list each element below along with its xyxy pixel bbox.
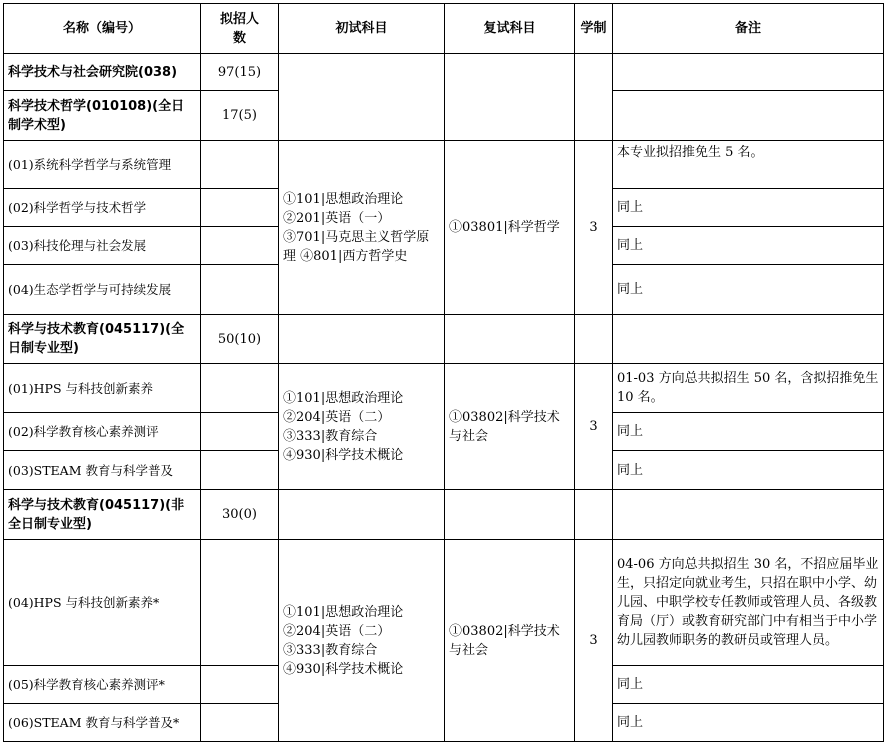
table-row	[4, 364, 884, 413]
edu-pt-sub-1-quota	[201, 540, 279, 666]
edu-ft-sub-2-notes: 同上	[613, 413, 884, 451]
edu-ft-sub-1-quota	[201, 364, 279, 413]
edu-pt-prelim-3: ③333|教育综合	[283, 642, 378, 658]
edu-ft-prelim-1: ①101|思想政治理论	[283, 390, 404, 406]
edu-pt-quota: 30(0)	[201, 490, 279, 540]
inst-years	[575, 54, 613, 141]
edu-pt-years-empty	[575, 490, 613, 540]
inst-retest	[445, 54, 575, 141]
edu-ft-sub-1-notes: 01-03 方向总共拟招生 50 名，含拟招推免生 10 名。	[613, 364, 884, 413]
edu-ft-sub-3-quota	[201, 451, 279, 490]
phil-prelim-2: ②201|英语（一）	[283, 210, 391, 226]
header-retest: 复试科目	[445, 4, 575, 54]
inst-quota: 97(15)	[201, 54, 279, 91]
edu-pt-sub-1-notes: 04-06 方向总共拟招生 30 名，不招应届毕业生，只招定向就业考生，只招在职中小学、幼儿园、中职学校专任教师或管理人员、各级教育局（厅）或教育研究部门中有相当于中小学幼儿园教师职务的教研员或管理人员。	[613, 540, 884, 666]
edu-ft-prelim-empty	[279, 315, 445, 364]
phil-sub-2: (02)科学哲学与技术哲学	[4, 189, 201, 227]
edu-ft-sub-3: (03)STEAM 教育与科学普及	[4, 451, 201, 490]
edu-ft-retest-empty	[445, 315, 575, 364]
edu-pt-prelim-1: ①101|思想政治理论	[283, 604, 404, 620]
edu-pt-name: 科学与技术教育(045117)(非全日制专业型)	[4, 490, 201, 540]
edu-pt-prelim-2: ②204|英语（二）	[283, 623, 391, 639]
edu-ft-prelim-3: ③333|教育综合	[283, 428, 378, 444]
phil-sub-2-notes: 同上	[613, 189, 884, 227]
phil-sub-1-quota	[201, 141, 279, 189]
admissions-table	[3, 3, 884, 742]
header-years: 学制	[575, 4, 613, 54]
table-row	[4, 54, 884, 91]
edu-pt-prelim	[279, 540, 445, 742]
edu-ft-name: 科学与技术教育(045117)(全日制专业型)	[4, 315, 201, 364]
inst-prelim	[279, 54, 445, 141]
edu-pt-prelim-empty	[279, 490, 445, 540]
header-quota: 拟招人数	[201, 4, 279, 54]
edu-ft-sub-1: (01)HPS 与科技创新素养	[4, 364, 201, 413]
edu-ft-prelim	[279, 364, 445, 490]
edu-pt-retest: ①03802|科学技术与社会	[445, 540, 575, 742]
edu-pt-sub-3-notes: 同上	[613, 704, 884, 742]
phil-notes	[613, 91, 884, 141]
header-notes: 备注	[613, 4, 884, 54]
inst-name: 科学技术与社会研究院(038)	[4, 54, 201, 91]
header-prelim: 初试科目	[279, 4, 445, 54]
phil-retest: ①03801|科学哲学	[445, 141, 575, 315]
edu-pt-sub-2-notes: 同上	[613, 666, 884, 704]
edu-pt-sub-1: (04)HPS 与科技创新素养*	[4, 540, 201, 666]
edu-ft-sub-3-notes: 同上	[613, 451, 884, 490]
inst-notes	[613, 54, 884, 91]
phil-sub-4-quota	[201, 265, 279, 315]
edu-pt-retest-empty	[445, 490, 575, 540]
header-name: 名称（编号）	[4, 4, 201, 54]
table-row	[4, 490, 884, 540]
edu-pt-prelim-4: ④930|科学技术概论	[283, 661, 404, 677]
table-row	[4, 315, 884, 364]
edu-ft-retest: ①03802|科学技术与社会	[445, 364, 575, 490]
edu-pt-sub-3: (06)STEAM 教育与科学普及*	[4, 704, 201, 742]
phil-quota: 17(5)	[201, 91, 279, 141]
phil-sub-1-notes: 本专业拟招推免生 5 名。	[613, 141, 884, 189]
edu-pt-notes-empty	[613, 490, 884, 540]
edu-ft-sub-2: (02)科学教育核心素养测评	[4, 413, 201, 451]
phil-sub-3-quota	[201, 227, 279, 265]
table-row	[4, 141, 884, 189]
edu-pt-sub-3-quota	[201, 704, 279, 742]
edu-ft-years-empty	[575, 315, 613, 364]
edu-ft-prelim-4: ④930|科学技术概论	[283, 447, 404, 463]
phil-prelim-3: ③701|马克思主义哲学原理 ④801|西方哲学史	[283, 229, 430, 264]
edu-ft-prelim-2: ②204|英语（二）	[283, 409, 391, 425]
edu-pt-years: 3	[575, 540, 613, 742]
edu-ft-sub-2-quota	[201, 413, 279, 451]
phil-sub-4: (04)生态学哲学与可持续发展	[4, 265, 201, 315]
phil-sub-2-quota	[201, 189, 279, 227]
edu-ft-quota: 50(10)	[201, 315, 279, 364]
phil-sub-4-notes: 同上	[613, 265, 884, 315]
phil-sub-3-notes: 同上	[613, 227, 884, 265]
phil-sub-1: (01)系统科学哲学与系统管理	[4, 141, 201, 189]
phil-prelim	[279, 141, 445, 315]
phil-prelim-1: ①101|思想政治理论	[283, 191, 404, 207]
table-row	[4, 540, 884, 666]
edu-pt-sub-2: (05)科学教育核心素养测评*	[4, 666, 201, 704]
edu-ft-notes-empty	[613, 315, 884, 364]
edu-ft-years: 3	[575, 364, 613, 490]
phil-sub-3: (03)科技伦理与社会发展	[4, 227, 201, 265]
edu-pt-sub-2-quota	[201, 666, 279, 704]
phil-years: 3	[575, 141, 613, 315]
header-row	[4, 4, 884, 54]
phil-name: 科学技术哲学(010108)(全日制学术型)	[4, 91, 201, 141]
